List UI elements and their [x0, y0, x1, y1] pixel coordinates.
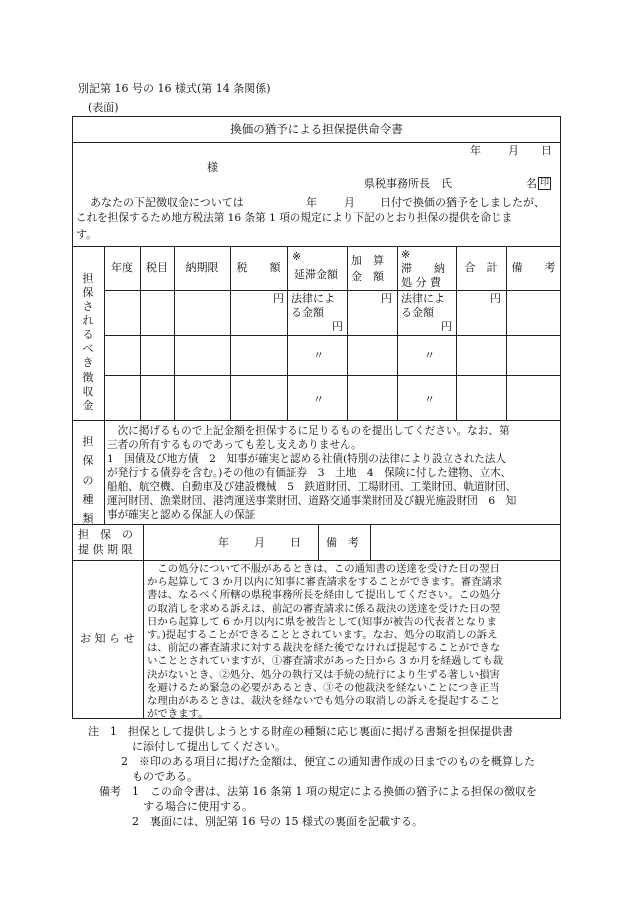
- issuer-title: 県税事務所長 氏: [364, 177, 452, 190]
- side-label: (表面): [88, 101, 119, 114]
- footnote-1b: に添付して提出してください。: [88, 740, 286, 753]
- row1-arrears-legal-b: る金額: [401, 306, 434, 319]
- intro-line2: これを担保するため地方税法第 16 条第 1 項の規定により下記のとおり担保の提供を命じま: [76, 212, 513, 224]
- deadline-divider: [143, 524, 144, 560]
- notice-line-3: 書は、なるべく所轄の県税事務所長を経由して提出してください。この処分: [147, 589, 501, 602]
- notice-line-2: から起算して 3 か月以内に知事に審査請求をすることができます。審査請求: [147, 576, 503, 589]
- notice-line-10: を避けるため緊急の必要があるとき、③その他裁決を経ないことにつき正当: [147, 681, 500, 694]
- security-divider: [104, 420, 105, 524]
- row1-delay-yen: 円: [332, 320, 343, 333]
- row1-tax-yen: 円: [273, 292, 284, 305]
- issuer-name-char: 名: [526, 177, 537, 190]
- security-line-6: 運河財団、漁業財団、港湾運送事業財団、道路交通事業財団及び観光施設財団 6 知: [107, 495, 517, 507]
- notice-line-4: の取消しを求める訴えは、前記の審査請求に係る裁決の送達を受けた日の翌: [147, 602, 501, 615]
- row1-total-yen: 円: [490, 292, 501, 305]
- security-line-1: 次に掲げるもので上記金額を担保するに足りるものを提出してください。なお、第: [107, 425, 510, 437]
- rule-intro: [72, 246, 561, 247]
- col-tax-amount: 税 額: [236, 261, 281, 274]
- col-line-delay: [347, 246, 348, 420]
- form-title: 換価の猶予による担保提供命令書: [230, 122, 403, 136]
- remarks-2: 2 裏面には、別記第 16 号の 15 様式の裏面を記載する。: [88, 815, 423, 828]
- rule-security-end: [72, 524, 561, 525]
- notice-line-8: いこととされていますが、①審査請求があった日から 3 か月を経過しても裁: [147, 655, 503, 668]
- rule-row-2: [104, 375, 561, 376]
- deadline-year: 年: [218, 536, 229, 549]
- col-total: 合 計: [464, 261, 498, 274]
- security-line-5: 船舶、航空機、自動車及び建設機械 5 鉄道財団、工場財団、工業財団、軌道財団、: [107, 481, 517, 493]
- rule-row-1: [104, 335, 561, 336]
- rule-title: [72, 142, 561, 143]
- rule-col-header: [104, 290, 561, 291]
- row1-delay-legal-b: る金額: [291, 306, 324, 319]
- notice-line-12: ができます。: [147, 708, 209, 721]
- deadline-label-b: 提 供 期 限: [78, 543, 133, 556]
- col-line-add: [397, 246, 398, 420]
- row3-arrears-ditto: 〃: [424, 393, 435, 406]
- col-delay-mark: ※: [292, 250, 302, 263]
- date-year: 年: [470, 144, 481, 157]
- form-number: 別記第 16 号の 16 様式(第 14 条関係): [78, 82, 271, 95]
- col-arrears-b: 処 分 費: [401, 276, 441, 289]
- notice-line-6: す。)提起することができることとされています。なお、処分の取消しの訴え: [147, 629, 498, 641]
- intro-line1-b: 日付で換価の猶予をしましたが、: [380, 196, 545, 209]
- notice-line-5: 日から起算して 6 か月以内に県を被告として(知事が被告の代表者となりま: [147, 615, 497, 628]
- notice-line-9: 決がないとき、②処分、処分の執行又は手続の続行により生ずる著しい損害: [147, 668, 500, 681]
- notice-line-1: この処分について不服があるときは、この通知書の送達を受けた日の翌日: [147, 563, 501, 575]
- notice-label: お 知 ら せ: [80, 632, 135, 645]
- notice-divider: [143, 560, 144, 719]
- row1-delay-legal-a: 法律によ: [291, 292, 335, 305]
- security-line-3: 1 国債及び地方債 2 知事が確実と認める社債(特別の法律により設立された法人: [107, 453, 506, 465]
- remarks-1b: する場合に使用する。: [88, 800, 253, 813]
- security-line-2: 三者の所有するものであっても差し支えありません。: [107, 439, 362, 451]
- col-remarks: 備 考: [511, 261, 556, 274]
- col-tax-item: 税目: [146, 261, 168, 274]
- collection-section-label: 担保されるべき徴収金: [82, 272, 94, 412]
- row1-arrears-yen: 円: [441, 320, 452, 333]
- intro-line1-a: あなたの下記徴収金については: [90, 196, 244, 209]
- row2-delay-ditto: 〃: [313, 349, 324, 362]
- col-due-date: 納期限: [185, 261, 219, 274]
- col-line-amount: [287, 246, 288, 420]
- deadline-label-a: 担 保 の: [78, 528, 133, 541]
- col-year: 年度: [111, 261, 133, 274]
- security-line-4: が発行する債券を含む。)その他の有価証券 3 土地 4 保険に付した建物、立木、: [107, 467, 512, 479]
- addressee-suffix: 様: [207, 161, 218, 174]
- intro-line3: す。: [76, 228, 98, 241]
- deadline-remarks-left: [318, 524, 319, 560]
- security-line-7: 事が確実と認める保証人の保証: [107, 509, 256, 521]
- deadline-month: 月: [254, 536, 265, 549]
- deadline-remarks-label: 備 考: [326, 536, 359, 549]
- date-day: 日: [541, 144, 552, 157]
- deadline-remarks-right: [370, 524, 371, 560]
- footnote-2: 2 ※印のある項目に掲げた金額は、便宜この通知書作成の日までのものを概算した: [88, 755, 535, 768]
- deadline-day: 日: [290, 536, 301, 549]
- row3-delay-ditto: 〃: [313, 393, 324, 406]
- security-type-label: 担保の種類: [82, 435, 94, 525]
- intro-line1-year: 年: [306, 196, 317, 209]
- col-arrears-mark: ※: [401, 248, 411, 261]
- notice-line-11: な理由があるときは、裁決を経ないでも処分の取消しの訴えを提起すること: [147, 695, 501, 707]
- notice-line-7: は、前記の審査請求に対する裁決を経た後でなければ提起することができな: [147, 642, 501, 655]
- row2-arrears-ditto: 〃: [424, 349, 435, 362]
- intro-line1-month: 月: [344, 196, 355, 209]
- row1-add-yen: 円: [381, 292, 392, 305]
- remarks-1: 備考 1 この命令書は、法第 16 条第 1 項の規定による換価の猶予による担保の徴収を: [88, 785, 537, 798]
- date-month: 月: [508, 144, 519, 157]
- col-arrears-a: 滞 納: [401, 262, 445, 275]
- rule-deadline-end: [72, 560, 561, 561]
- rule-collection-end: [72, 420, 561, 421]
- seal-mark: 印: [539, 178, 549, 188]
- footnote-2b: ものである。: [88, 770, 198, 783]
- footnote-1: 注 1 担保として提供しようとする財産の種類に応じ裏面に掲げる書類を担保提供書: [88, 725, 513, 738]
- col-add-a: 加 算: [351, 254, 384, 267]
- row1-arrears-legal-a: 法律によ: [401, 292, 445, 305]
- col-add-b: 金 額: [351, 270, 384, 283]
- col-delay: 延滞金額: [294, 268, 338, 281]
